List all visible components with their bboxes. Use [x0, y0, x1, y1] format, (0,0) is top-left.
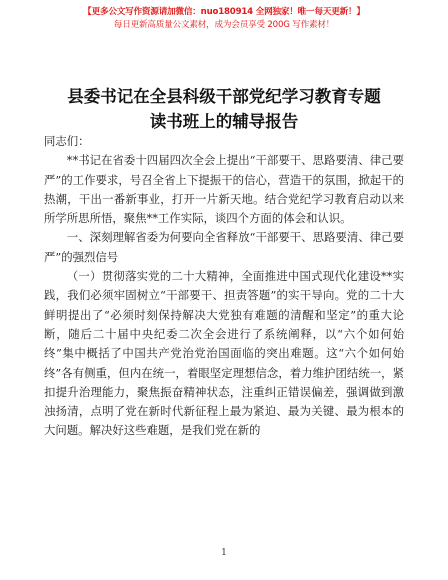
paragraph-section-1-1: （一）贯彻落实党的二十大精神，全面推进中国式现代化建设**实践，我们必须牢固树立“干部要干、担责答题”的实干导向。党的二十大鲜明提出了“必须时刻保持解决大党独有难题的清醒和坚定”的重大论断，随后二十届中央纪委二次全会进行了系统阐释，以“六个如何始终”集中概括了中国共产党治党治国面临的突出难题。这“六个如何始终”各有侧重，但内在统一，着眼坚定理想信念，着力维护团结统一，紧扣提升治理能力，聚焦振奋精神状态，注重纠正错误偏差，强调做到激浊扬清，点明了党在新时代新征程上最为紧迫、最为关键、最为根本的大问题。解决好这些难题，是我们党在新的	[44, 269, 404, 438]
promo-banner-line-2: 每日更新高质量公文素材，成为会员享受 200G 写作素材！	[113, 20, 335, 30]
document-body	[44, 132, 404, 441]
paragraph-intro: **书记在省委十四届四次全会上提出“干部要干、思路要清、律己要严”的工作要求，号召全省上下提振干的信心，营造干的氛围，掀起干的热潮，干出一番新事业，打开一片新天地。结合党纪学习教育启动以来所学所思所悟，聚焦**工作实际，谈四个方面的体会和认识。	[44, 153, 404, 226]
section-heading-1: 一、深刻理解省委为何要向全省释放“干部要干、思路要清、律己要严”的强烈信号	[44, 230, 404, 264]
page-number: 1	[221, 548, 227, 558]
greeting: 同志们：	[44, 134, 90, 148]
promo-banner	[0, 6, 448, 32]
promo-banner-line-1: 【更多公文写作资源请加微信：nuo180914 全网独家！唯一每天更新！】	[83, 7, 365, 17]
document-title: 县委书记在全县科级干部党纪学习教育专题读书班上的辅导报告	[67, 87, 381, 131]
